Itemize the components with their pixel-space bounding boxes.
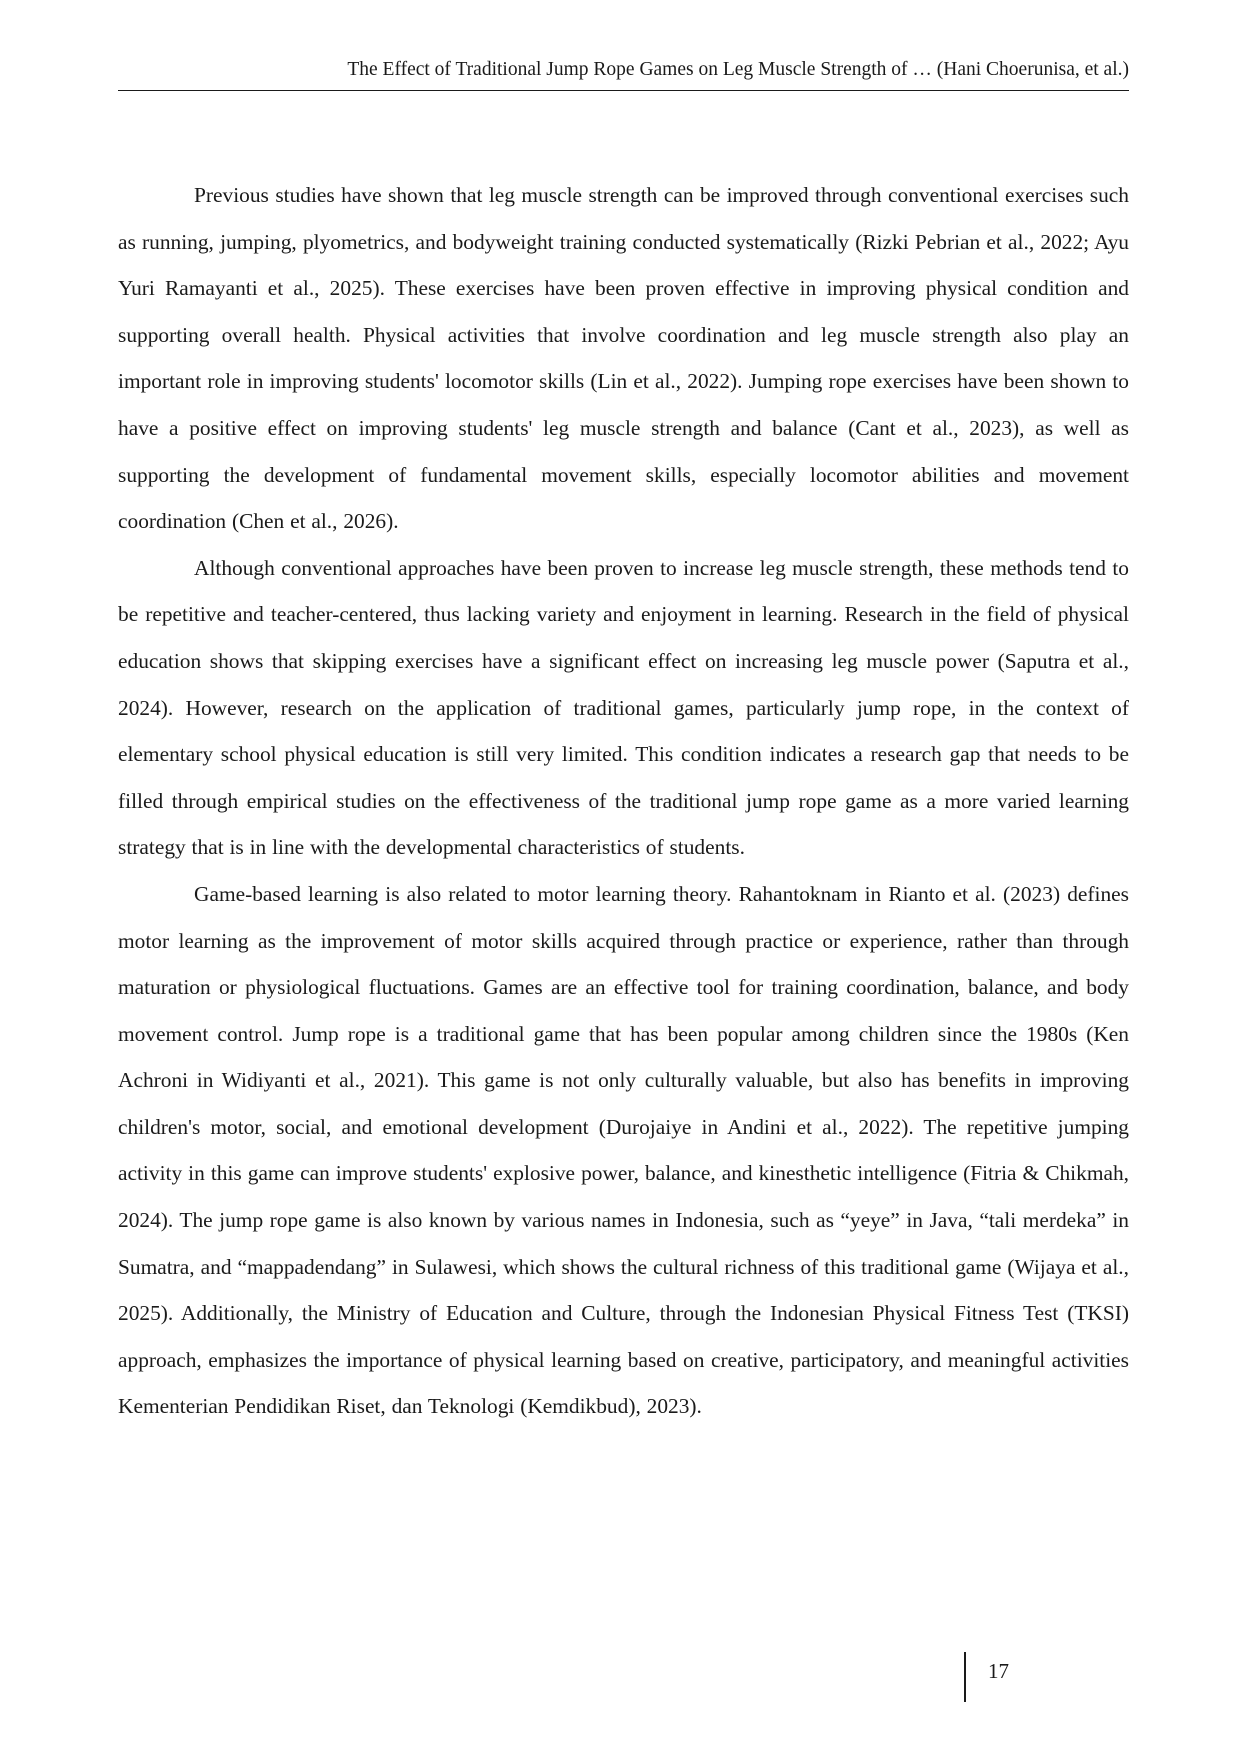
page-number-rule bbox=[964, 1652, 966, 1702]
page-number: 17 bbox=[988, 1659, 1009, 1683]
paragraph-game-based-learning: Game-based learning is also related to motor learning theory. Rahantoknam in Rianto et al. (2023) defines motor learning as the improvement of motor skills acquired through practice or experience, rather than through maturation or physiological fluctuations. Games are an effective tool for training coordination, balance, and body movement control. Jump rope is a traditional game that has been popular among children since the 1980s (Ken Achroni in Widiyanti et al., 2021). This game is not only culturally valuable, but also has benefits in improving children's motor, social, and emotional development (Durojaiye in Andini et al., 2022). The repetitive jumping activity in this game can improve students' explosive power, balance, and kinesthetic intelligence (Fitria & Chikmah, 2024). The jump rope game is also known by various names in Indonesia, such as “yeye” in Java, “tali merdeka” in Sumatra, and “mappadendang” in Sulawesi, which shows the cultural richness of this traditional game (Wijaya et al., 2025). Additionally, the Ministry of Education and Culture, through the Indonesian Physical Fitness Test (TKSI) approach, emphasizes the importance of physical learning based on creative, participatory, and meaningful activities Kementerian Pendidikan Riset, dan Teknologi (Kemdikbud), 2023). bbox=[118, 881, 1129, 1419]
running-header: The Effect of Traditional Jump Rope Games on Leg Muscle Strength of … (Hani Choerunisa, et al.) bbox=[347, 59, 1129, 80]
paragraph-conventional-approaches: Although conventional approaches have been proven to increase leg muscle strength, these methods tend to be repetitive and teacher-centered, thus lacking variety and enjoyment in learning. Research in the field of physical education shows that skipping exercises have a significant effect on increasing leg muscle power (Saputra et al., 2024). However, research on the application of traditional games, particularly jump rope, in the context of elementary school physical education is still very limited. This condition indicates a research gap that needs to be filled through empirical studies on the effectiveness of the traditional jump rope game as a more varied learning strategy that is in line with the developmental characteristics of students. bbox=[118, 555, 1129, 860]
body-text bbox=[118, 172, 1129, 1430]
paragraph-previous-studies: Previous studies have shown that leg muscle strength can be improved through conventional exercises such as running, jumping, plyometrics, and bodyweight training conducted systematically (Rizki Pebrian et al., 2022; Ayu Yuri Ramayanti et al., 2025). These exercises have been proven effective in improving physical condition and supporting overall health. Physical activities that involve coordination and leg muscle strength also play an important role in improving students' locomotor skills (Lin et al., 2022). Jumping rope exercises have been shown to have a positive effect on improving students' leg muscle strength and balance (Cant et al., 2023), as well as supporting the development of fundamental movement skills, especially locomotor abilities and movement coordination (Chen et al., 2026). bbox=[118, 183, 1129, 534]
header-rule bbox=[118, 90, 1129, 91]
